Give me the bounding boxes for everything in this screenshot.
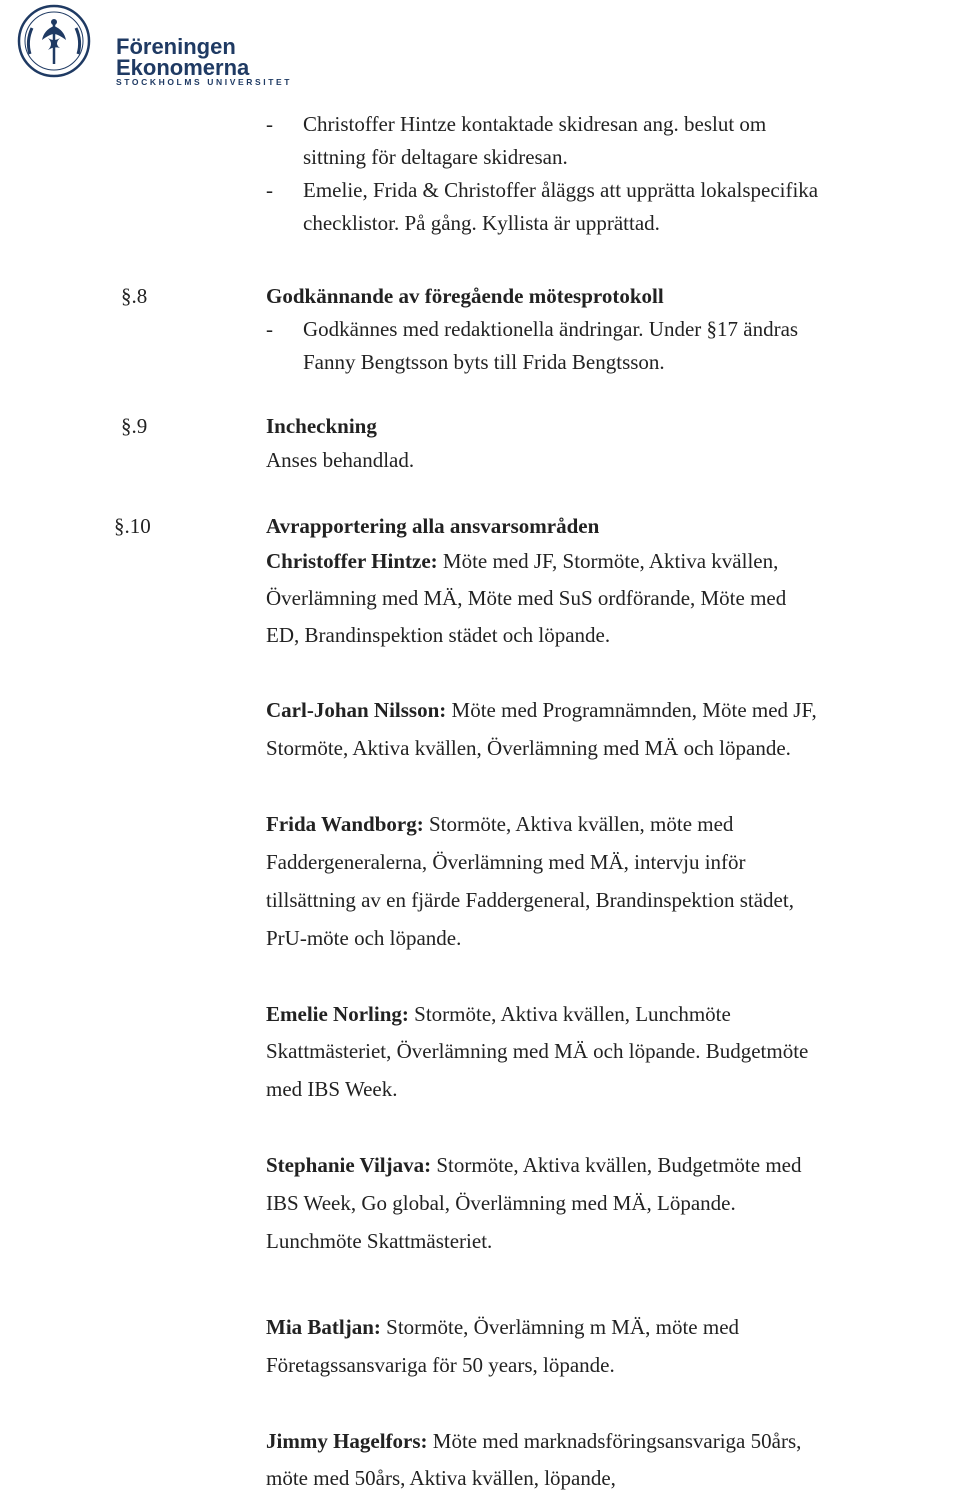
section-heading: Godkännande av föregående mötesprotokoll [266, 284, 664, 308]
report-text: Möte med Programnämnden, Möte med JF, [446, 698, 817, 722]
bullet-dash: - [266, 112, 273, 136]
report-name: Frida Wandborg: [266, 812, 424, 836]
organization-logo [8, 4, 308, 87]
section-number: §.8 [121, 284, 148, 308]
report-line: Faddergeneralerna, Överlämning med MÄ, intervju inför [266, 850, 746, 874]
report-line: PrU-möte och löpande. [266, 926, 462, 950]
report-text: Möte med marknadsföringsansvariga 50års, [427, 1429, 802, 1453]
report-name: Stephanie Viljava: [266, 1153, 432, 1177]
report-first-line [266, 814, 733, 835]
report-line: ED, Brandinspektion städet och löpande. [266, 623, 611, 647]
bullet-text: sittning för deltagare skidresan. [303, 145, 568, 169]
report-text: Möte med JF, Stormöte, Aktiva kvällen, [437, 549, 779, 573]
report-name: Carl-Johan Nilsson: [266, 698, 447, 722]
bullet-text: Godkännes med redaktionella ändringar. Under §17 ändras [303, 317, 799, 341]
report-name: Emelie Norling: [266, 1002, 409, 1026]
report-line: Överlämning med MÄ, Möte med SuS ordförande, Möte med [266, 586, 787, 610]
report-text: Stormöte, Aktiva kvällen, Budgetmöte med [431, 1153, 802, 1177]
report-first-line [266, 1004, 731, 1025]
report-name: Mia Batljan: [266, 1315, 381, 1339]
bullet-text: checklistor. På gång. Kyllista är upprättad. [303, 211, 660, 235]
report-first-line [266, 1317, 739, 1338]
report-line: Företagssansvariga för 50 years, löpande. [266, 1353, 615, 1377]
bullet-text: Emelie, Frida & Christoffer åläggs att upprätta lokalspecifika [303, 178, 819, 202]
bullet-text: Fanny Bengtsson byts till Frida Bengtsson. [303, 350, 665, 374]
logo-text-line2: Ekonomerna [116, 55, 250, 80]
report-line: Stormöte, Aktiva kvällen, Överlämning med MÄ och löpande. [266, 736, 791, 760]
section-text: Anses behandlad. [266, 448, 415, 472]
report-first-line [266, 1431, 801, 1452]
report-text: Stormöte, Aktiva kvällen, Lunchmöte [408, 1002, 731, 1026]
report-first-line [266, 1155, 801, 1176]
bullet-text: Christoffer Hintze kontaktade skidresan ang. beslut om [303, 112, 767, 136]
report-first-line [266, 700, 817, 721]
wreath-emblem-icon [8, 4, 108, 78]
section-number: §.10 [114, 514, 151, 538]
report-first-line [266, 551, 778, 572]
report-name: Christoffer Hintze: [266, 549, 438, 573]
report-line: Skattmästeriet, Överlämning med MÄ och löpande. Budgetmöte [266, 1039, 809, 1063]
section-number: §.9 [121, 414, 148, 438]
report-line: tillsättning av en fjärde Faddergeneral, Brandinspektion städet, [266, 888, 794, 912]
bullet-dash: - [266, 317, 273, 341]
section-heading: Incheckning [266, 414, 377, 438]
report-text: Stormöte, Överlämning m MÄ, möte med [380, 1315, 740, 1339]
report-line: IBS Week, Go global, Överlämning med MÄ, Löpande. [266, 1191, 736, 1215]
report-name: Jimmy Hagelfors: [266, 1429, 428, 1453]
report-line: Lunchmöte Skattmästeriet. [266, 1229, 493, 1253]
report-text: Stormöte, Aktiva kvällen, möte med [423, 812, 734, 836]
report-line: med IBS Week. [266, 1077, 398, 1101]
report-line: möte med 50års, Aktiva kvällen, löpande, [266, 1466, 616, 1490]
logo-text-line1: Föreningen [116, 34, 236, 59]
logo-text-line3: STOCKHOLMS UNIVERSITET [116, 77, 293, 87]
section-heading: Avrapportering alla ansvarsområden [266, 514, 600, 538]
bullet-dash: - [266, 178, 273, 202]
